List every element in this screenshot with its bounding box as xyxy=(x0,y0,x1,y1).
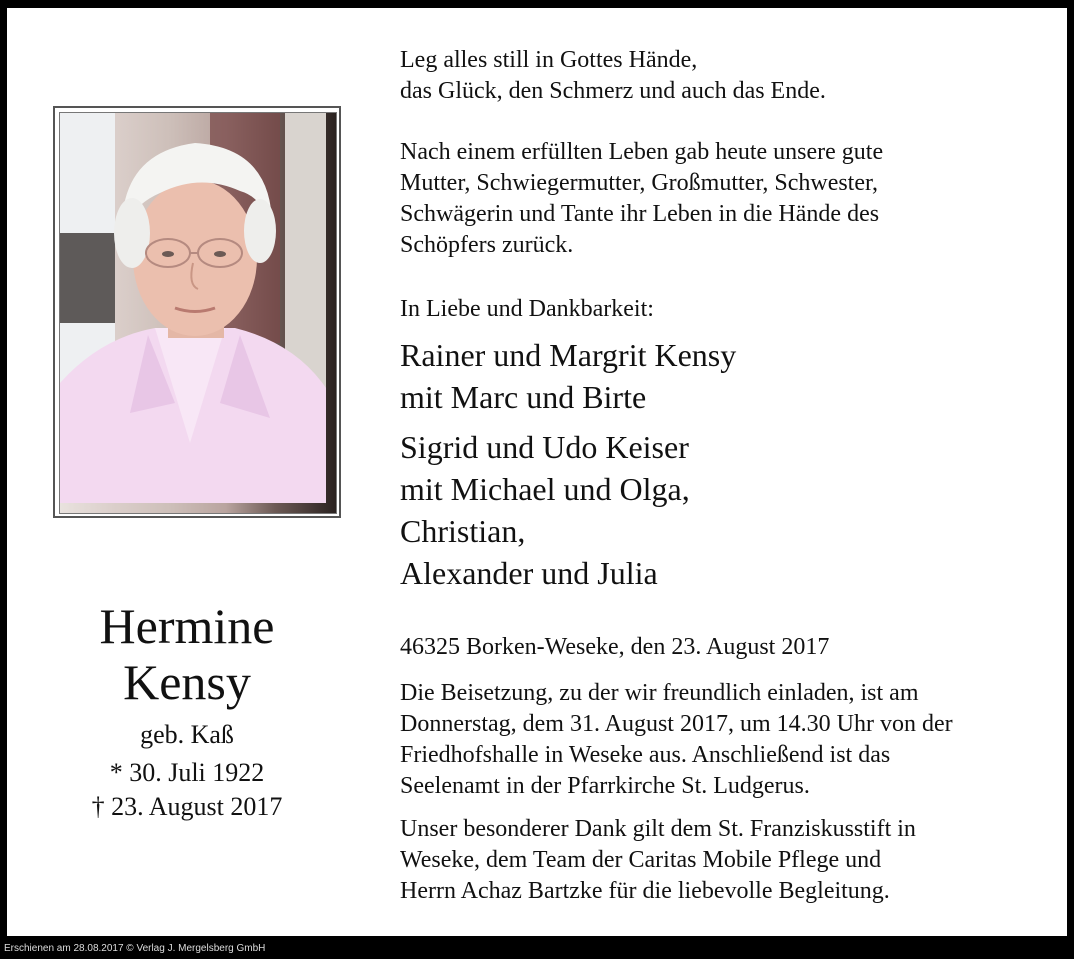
verse-line: Leg alles still in Gottes Hände, xyxy=(400,47,698,73)
family-line: Christian, xyxy=(400,513,526,549)
funeral-info-block xyxy=(400,678,1050,802)
funeral-line: Seelenamt in der Pfarrkirche St. Ludgerus. xyxy=(400,773,810,799)
funeral-line: Friedhofshalle in Weseke aus. Anschließend ist das xyxy=(400,742,891,768)
intro-block xyxy=(400,137,1050,261)
family-line: Sigrid und Udo Keiser xyxy=(400,429,689,465)
thanks-line: Herrn Achaz Bartzke für die liebevolle Begleitung. xyxy=(400,878,890,904)
birth-date: * 30. Juli 1922 xyxy=(109,758,265,787)
verse-line: das Glück, den Schmerz und auch das Ende. xyxy=(400,78,826,104)
portrait-photo xyxy=(59,112,337,514)
family-group-2 xyxy=(400,426,1050,594)
gratitude-heading-text: In Liebe und Dankbarkeit: xyxy=(400,296,654,322)
funeral-line: Die Beisetzung, zu der wir freundlich einladen, ist am xyxy=(400,680,919,706)
place-date-text: 46325 Borken-Weseke, den 23. August 2017 xyxy=(400,634,830,660)
thanks-line: Unser besonderer Dank gilt dem St. Franziskusstift in xyxy=(400,816,916,842)
family-line: Alexander und Julia xyxy=(400,555,658,591)
publication-footer: Erschienen am 28.08.2017 © Verlag J. Mergelsberg GmbH xyxy=(4,943,266,954)
portrait-frame xyxy=(53,106,341,518)
verse-block xyxy=(400,45,1050,107)
thanks-line: Weseke, dem Team der Caritas Mobile Pflege und xyxy=(400,847,882,873)
deceased-last-name: Kensy xyxy=(123,654,251,710)
birth-name: geb. Kaß xyxy=(140,720,234,749)
deceased-name-block xyxy=(7,598,367,824)
obituary-card xyxy=(7,8,1067,936)
deceased-first-name: Hermine xyxy=(99,598,275,654)
gratitude-heading xyxy=(400,294,1050,325)
family-line: mit Marc und Birte xyxy=(400,379,647,415)
intro-line: Schwägerin und Tante ihr Leben in die Hände des xyxy=(400,201,880,227)
funeral-line: Donnerstag, dem 31. August 2017, um 14.30 Uhr von der xyxy=(400,711,953,737)
death-date: † 23. August 2017 xyxy=(91,792,283,821)
intro-line: Mutter, Schwiegermutter, Großmutter, Schwester, xyxy=(400,170,879,196)
family-group-1 xyxy=(400,334,1050,418)
intro-line: Schöpfers zurück. xyxy=(400,232,574,258)
intro-line: Nach einem erfüllten Leben gab heute unsere gute xyxy=(400,139,884,165)
family-line: Rainer und Margrit Kensy xyxy=(400,337,737,373)
thanks-block xyxy=(400,814,1050,907)
family-line: mit Michael und Olga, xyxy=(400,471,690,507)
place-date xyxy=(400,632,1050,663)
